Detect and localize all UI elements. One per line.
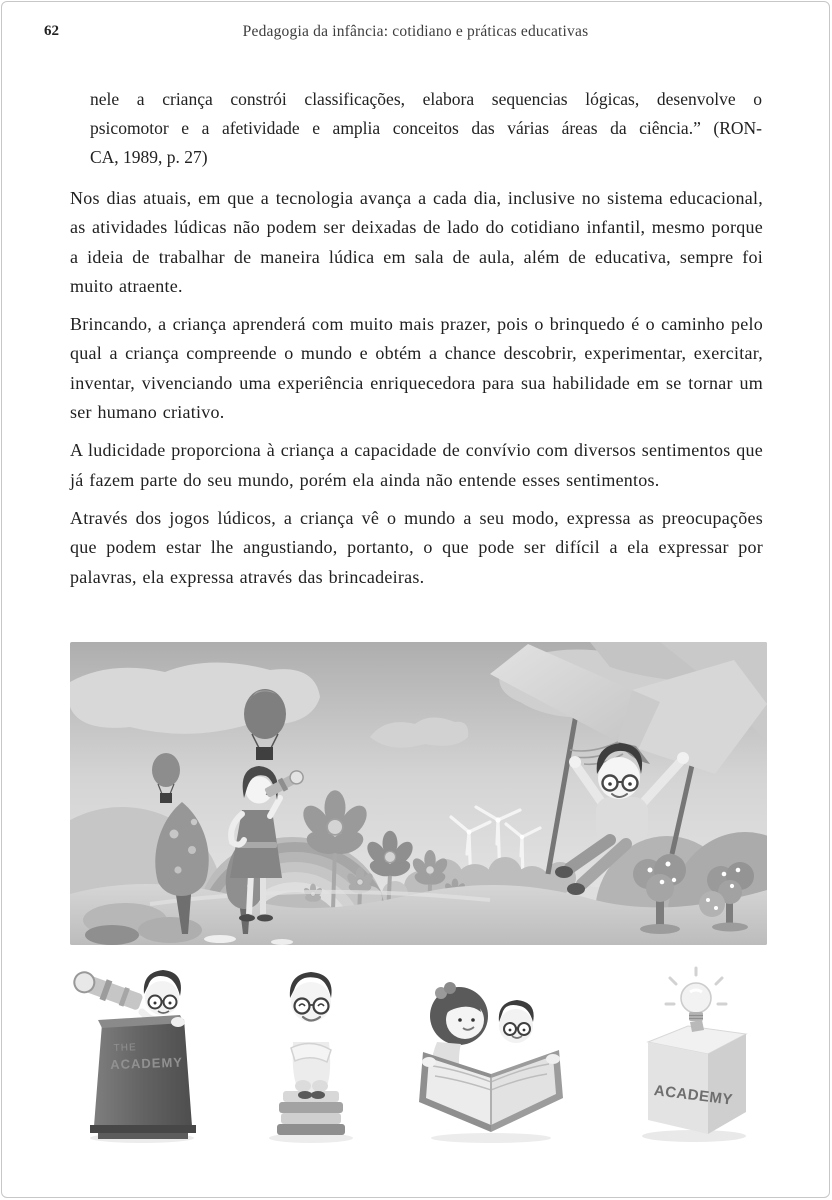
quote-line: CA, 1989, p. 27) xyxy=(90,147,208,167)
cube xyxy=(648,1020,746,1134)
lightbulb-icon xyxy=(666,968,726,1021)
paragraph: A ludicidade proporciona à criança a capacidade de convívio com diversos sentimentos que já fazem parte do seu mundo, porém ela ainda não entende esses sentimentos. xyxy=(70,440,763,490)
running-title: Pedagogia da infância: cotidiano e práticas educativas xyxy=(242,23,589,40)
boy-reader xyxy=(498,1000,533,1043)
figure-kids-reading xyxy=(413,962,565,1144)
book-page xyxy=(1,1,830,1198)
outdoor-scene-illustration xyxy=(70,642,767,945)
paragraph: Brincando, a criança aprenderá com muito mais prazer, pois o brinquedo é o caminho pelo qual a criança compreende o mundo e obtém a chance descobrir, experimentar, exercitar, inventar, vivenciando uma experiência enriquecedora para sua habilidade em se tornar um ser humano criativo. xyxy=(70,314,763,423)
podium-label-academy: ACADEMY xyxy=(109,1054,184,1073)
page-number: 62 xyxy=(44,23,59,39)
telescope-icon xyxy=(72,969,144,1013)
paragraph: Nos dias atuais, em que a tecnologia avança a cada dia, inclusive no sistema educacional, as atividades lúdicas não podem ser deixadas de lado do cotidiano infantil, mesmo porque a ideia de trabalhar de maneira lúdica em sala de aula, além de educativa, sempre foi muito atraente. xyxy=(70,188,763,296)
paragraph: Através dos jogos lúdicos, a criança vê o mundo a seu modo, expressa as preocupações que podem estar lhe angustiando, portanto, o que pode ser difícil a ela expressar por palavras, ela expressa através das brincadeiras. xyxy=(70,507,763,587)
podium-label-the: THE xyxy=(113,1042,137,1054)
figure-boy-on-books xyxy=(263,962,359,1144)
mascot-figures-row xyxy=(72,960,764,1144)
quote-line: nele a criança constrói classificações, elabora sequencias lógicas, desenvolve o xyxy=(90,89,762,109)
open-book xyxy=(419,1050,563,1132)
figure-boy-telescope-podium xyxy=(72,962,210,1144)
page-header xyxy=(2,23,829,45)
main-illustration xyxy=(70,642,767,945)
quote-line: psicomotor e a afetividade e amplia conceitos das várias áreas da ciência.” (RON- xyxy=(90,118,762,138)
block-quote xyxy=(90,85,762,172)
figure-academy-cube xyxy=(618,962,764,1144)
body-text xyxy=(70,184,763,601)
book-stack xyxy=(277,1091,345,1135)
cube-label: ACADEMY xyxy=(652,1082,734,1109)
